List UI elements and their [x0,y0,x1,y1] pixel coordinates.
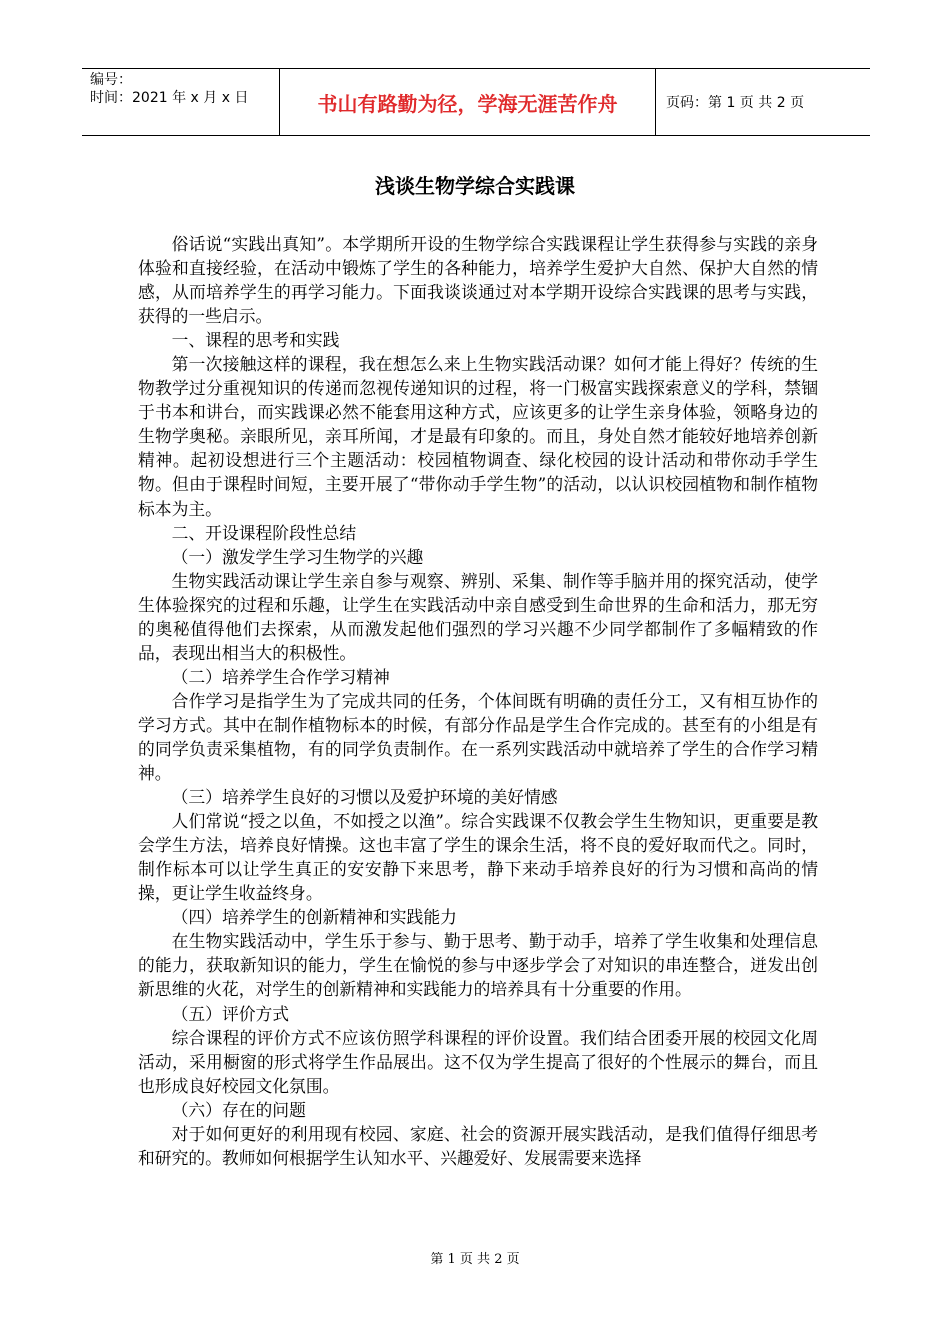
subsection-heading: （三）培养学生良好的习惯以及爱护环境的美好情感 [171,787,558,808]
paragraph: 对于如何更好的利用现有校园、家庭、社会的资源开展实践活动，是我们值得仔细思考和研究的。教师如何根据学生认知水平、兴趣爱好、发展需要来选择 [138,1123,818,1168]
header-motto: 书山有路勤为径，学海无涯苦作舟 [280,69,656,135]
document-header [82,68,870,136]
header-page-info: 页码：第 1 页 共 2 页 [666,95,805,111]
subsection-heading: （二）培养学生合作学习精神 [171,666,390,687]
time-label: 时间：2021 年 x 月 x 日 [90,90,249,106]
subsection-heading: （一）激发学生学习生物学的兴趣 [171,546,424,567]
paragraph: 第一次接触这样的课程，我在想怎么来上生物实践活动课？如何才能上得好？传统的生物教学过分重视知识的传递而忽视传递知识的过程，将一门极富实践探索意义的学科，禁锢于书本和讲台，而实践课必然不能套用这种方式，应该更多的让学生亲身体验，领略身边的生物学奥秘。亲眼所见，亲耳所闻，才是最有印象的。而且，身处自然才能较好地培养创新精神。起初设想进行三个主题活动：校园植物调查、绿化校园的设计活动和带你动手学生物。但由于课程时间短，主要开展了“带你动手学生物”的活动，以认识校园植物和制作植物标本为主。 [138,354,818,519]
header-meta [82,69,280,135]
section-heading: 二、开设课程阶段性总结 [171,522,357,543]
subsection-heading: （四）培养学生的创新精神和实践能力 [171,907,457,928]
paragraph: 合作学习是指学生为了完成共同的任务，个体间既有明确的责任分工，又有相互协作的学习方式。其中在制作植物标本的时候，有部分作品是学生合作完成的。甚至有的小组是有的同学负责采集植物，有的同学负责制作。在一系列实践活动中就培养了学生的合作学习精神。 [138,690,818,784]
page-footer: 第 1 页 共 2 页 [430,1252,520,1267]
number-label: 编号： [90,72,132,88]
document-title: 浅谈生物学综合实践课 [375,174,575,198]
subsection-heading: （五）评价方式 [171,1003,290,1024]
document-body [138,232,818,1170]
subsection-heading: （六）存在的问题 [171,1099,306,1120]
paragraph: 人们常说“授之以鱼，不如授之以渔”。综合实践课不仅教会学生生物知识，更重要是教会学生方法，培养良好情操。这也丰富了学生的课余生活，将不良的爱好取而代之。同时，制作标本可以让学生真正的安安静下来思考，静下来动手培养良好的行为习惯和高尚的情操，更让学生收益终身。 [138,811,818,904]
paragraph: 生物实践活动课让学生亲自参与观察、辨别、采集、制作等手脑并用的探究活动，使学生体验探究的过程和乐趣，让学生在实践活动中亲自感受到生命世界的生命和活力，那无穷的奥秘值得他们去探索，从而激发起他们强烈的学习兴趣不少同学都制作了多幅精致的作品，表现出相当大的积极性。 [138,570,818,663]
section-heading: 一、课程的思考和实践 [171,330,340,351]
paragraph: 在生物实践活动中，学生乐于参与、勤于思考、勤于动手，培养了学生收集和处理信息的能力，获取新知识的能力，学生在愉悦的参与中逐步学会了对知识的串连整合，迸发出创新思维的火花，对学生的创新精神和实践能力的培养具有十分重要的作用。 [138,931,818,1000]
paragraph: 综合课程的评价方式不应该仿照学科课程的评价设置。我们结合团委开展的校园文化周活动，采用橱窗的形式将学生作品展出。这不仅为学生提高了很好的个性展示的舞台，而且也形成良好校园文化氛围。 [138,1027,818,1096]
paragraph: 俗话说“实践出真知”。本学期所开设的生物学综合实践课程让学生获得参与实践的亲身体验和直接经验，在活动中锻炼了学生的各种能力，培养学生爱护大自然、保护大自然的情感，从而培养学生的再学习能力。下面我谈谈通过对本学期开设综合实践课的思考与实践，获得的一些启示。 [138,234,818,327]
